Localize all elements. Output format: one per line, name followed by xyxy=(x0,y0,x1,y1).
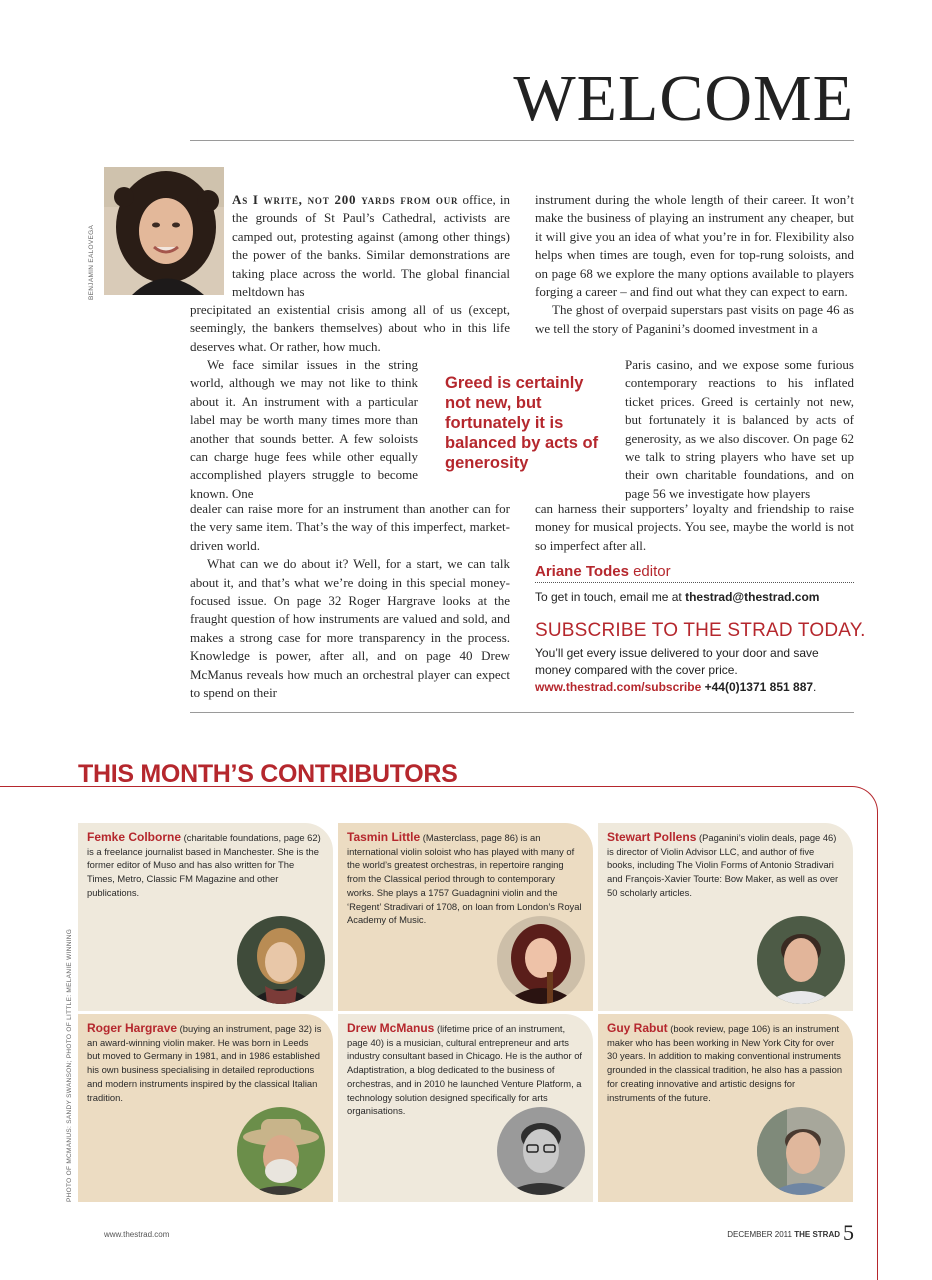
editor-signature xyxy=(535,563,854,583)
contributor-photo xyxy=(497,916,585,1004)
contributors-title: THIS MONTH’S CONTRIBUTORS xyxy=(78,760,458,788)
contributor-card xyxy=(78,1014,333,1202)
editor-name: Ariane Todes xyxy=(535,563,629,580)
footer-issue xyxy=(727,1230,840,1239)
footer-date: DECEMBER 2011 xyxy=(727,1230,792,1239)
photo-credit: BENJAMIN EALOVEGA xyxy=(88,224,95,300)
subscribe-link[interactable]: www.thestrad.com/subscribe xyxy=(535,680,702,694)
pull-quote: Greed is certainly not new, but fortunately it is balanced by acts of generosity xyxy=(445,374,599,472)
contributor-name: Stewart Pollens xyxy=(607,830,697,844)
contributors-photo-credit: PHOTO OF MCMANUS: SANDY SWANSON; PHOTO OF LITTLE: MELANIE WINNING xyxy=(66,928,73,1202)
editorial-paragraph xyxy=(535,191,854,338)
contributor-name: Femke Colborne xyxy=(87,830,182,844)
section-divider xyxy=(190,712,854,713)
contact-line xyxy=(535,590,819,604)
contributor-bio: (charitable foundations, page 62) is a freelance journalist based in Manchester. She is the former editor of Muso and has also written for The Times, Metro, Classic FM Magazine and other publications. xyxy=(87,832,321,898)
contributor-bio: (buying an instrument, page 32) is an award-winning violin maker. He was born in Leeds but moved to Germany in 1981, and in 1986 established his own business specialising in detailed reproductions and modern instruments inspired by the classical Italian tradition. xyxy=(87,1023,322,1103)
lead-in: As I write, not 200 yards from our xyxy=(232,192,459,207)
page-number: 5 xyxy=(843,1220,854,1245)
contributor-name: Tasmin Little xyxy=(347,830,421,844)
contributor-photo xyxy=(497,1107,585,1195)
subscribe-block xyxy=(535,645,855,696)
editorial-paragraph xyxy=(190,356,418,503)
footer-url: www.thestrad.com xyxy=(104,1230,170,1239)
contributor-photo xyxy=(237,916,325,1004)
contributor-card xyxy=(598,1014,853,1202)
footer-magazine: THE STRAD xyxy=(794,1230,840,1239)
editor-role: editor xyxy=(633,563,671,580)
paragraph-r2c: can harness their supporters’ loyalty and friendship to raise money for musical projects. You see, maybe the world is not so imperfect after all. xyxy=(535,501,854,553)
contributor-card xyxy=(78,823,333,1011)
editorial-opening xyxy=(232,191,510,301)
subscribe-heading: SUBSCRIBE TO THE STRAD TODAY. xyxy=(535,620,866,641)
contributor-name: Guy Rabut xyxy=(607,1021,668,1035)
contributor-bio: (Paganini’s violin deals, page 46) is director of Violin Advisor LLC, and author of five books, including The Violin Forms of Antonio Stradivari and François-Xavier Tourte: Bow Maker, as well as over 50 scholarly articles. xyxy=(607,832,839,898)
contributor-name: Roger Hargrave xyxy=(87,1021,178,1035)
subscribe-phone: +44(0)1371 851 887 xyxy=(704,680,814,694)
contributor-bio: (lifetime price of an instrument, page 40) is a musician, cultural entrepreneur and arts industry consultant based in Chicago. He is the author of Adaptistration, a blog dedicated to the business of orchestras, and in 2010 he launched Venture Platform, a technology solution designed specifically for arts organisations. xyxy=(347,1023,583,1117)
paragraph-1-top: office, in the grounds of St Paul’s Cathedral, activists are camped out, protesting against (among other things) the power of the banks. Similar demonstrations are taking place across the world. The global financial meltdown has xyxy=(232,192,510,300)
paragraph-2b: dealer can raise more for an instrument than another can for the very same item. That’s the way of this imperfect, market-driven world. xyxy=(190,501,510,553)
editorial-paragraph xyxy=(625,356,854,503)
contributor-card xyxy=(598,823,853,1011)
contributor-card xyxy=(338,1014,593,1202)
contributor-name: Drew McManus xyxy=(347,1021,435,1035)
subscribe-text: You’ll get every issue delivered to your door and save money compared with the cover price. xyxy=(535,646,819,677)
title-divider xyxy=(190,140,854,141)
paragraph-r2b: Paris casino, and we expose some furious contemporary reactions to his inflated ticket prices. Greed is certainly not new, but fortunately it is balanced by acts of generosity, as we also discover. On page 62 we talk to string players who have set up their own charitable foundations, and on page 56 we investigate how players xyxy=(625,357,854,501)
contact-prefix: To get in touch, email me at xyxy=(535,590,686,604)
editorial-paragraph xyxy=(190,301,510,356)
contributor-card xyxy=(338,823,593,1011)
editor-portrait xyxy=(104,167,224,295)
contributor-photo xyxy=(757,916,845,1004)
page-title: WELCOME xyxy=(513,62,854,135)
paragraph-2a: We face similar issues in the string world, although we may not like to think about it. An instrument with a particular label may be worth many times more than another that sounds better. A few soloists can charge huge fees while other equally accomplished players struggle to become known. One xyxy=(190,357,418,501)
paragraph-r1: instrument during the whole length of their career. It won’t make the business of playing an instrument any cheaper, but it will give you an idea of what you’re in for. Flexibility also helps when times are tough, even for top-rung soloists, and on page 68 we explore the many options available to players forging a career – and find out what they can expect to earn. xyxy=(535,192,854,300)
paragraph-3: What can we do about it? Well, for a start, we can talk about it, and that’s what we’re doing in this special money-focused issue. On page 32 Roger Hargrave looks at the fraught question of how instruments are valued and sold, and makes a strong case for more transparency in the process. Knowledge is power, after all, and on page 40 Drew McManus reveals how much an orchestral player can expect to spend on their xyxy=(190,556,510,701)
subscribe-end: . xyxy=(813,680,817,694)
paragraph-1-bottom: precipitated an existential crisis among all of us (except, seemingly, the bankers themselves) about who in this life deserves what. Or rather, how much. xyxy=(190,302,510,354)
editorial-paragraph xyxy=(535,500,854,555)
contributor-bio: (book review, page 106) is an instrument maker who has been working in New York City for over 30 years. In addition to making conventional instruments grounded in the classical tradition, he also has a passion for creating innovative and artistic designs for instruments of the future. xyxy=(607,1023,843,1103)
contributor-photo xyxy=(237,1107,325,1195)
contributor-bio: (Masterclass, page 86) is an international violin soloist who has played with many of the world’s greatest orchestras, in repertoire ranging from the Classical period through to contemporary works. She plays a 1757 Guadagnini violin and the ‘Regent’ Stradivari of 1708, on loan from London’s Royal Academy of Music. xyxy=(347,832,582,926)
contact-email-link[interactable]: thestrad@thestrad.com xyxy=(685,590,820,604)
paragraph-r2a: The ghost of overpaid superstars past visits on page 46 as we tell the story of Paganini’s doomed investment in a xyxy=(535,302,854,336)
contributor-photo xyxy=(757,1107,845,1195)
editorial-paragraph xyxy=(190,500,510,702)
